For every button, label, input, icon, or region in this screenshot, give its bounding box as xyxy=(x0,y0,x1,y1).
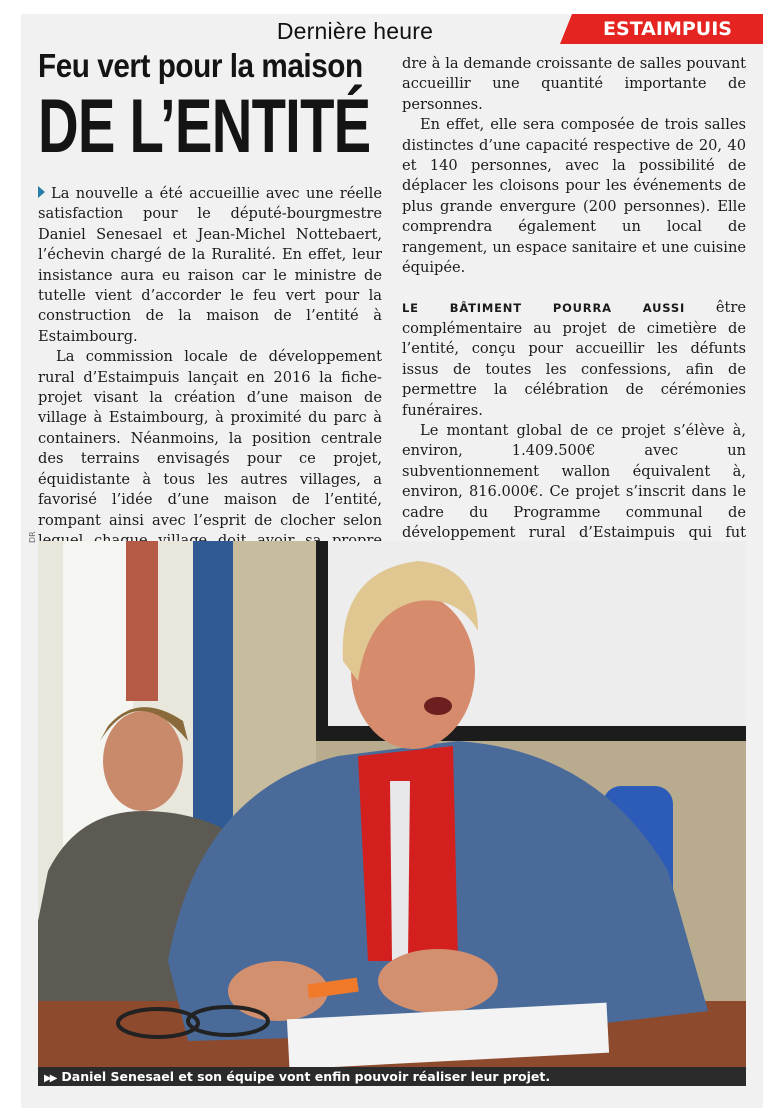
paragraph-text: La nouvelle a été accueillie avec une réelle satisfaction pour le député-bourgmestre Daniel Senesael et Jean-Michel Nottebaert, l’échevin chargé de la Ruralité. En effet, leur insistance aura eu raison car le ministre de tutelle vient d’accorder le feu vert pour la construction de la maison de l’entité à Estaimbourg. xyxy=(38,185,382,345)
paragraph: En effet, elle sera composée de trois salles distinctes d’une capacité respective de 20, 40 et 140 personnes, avec la possibilité de déplacer les cloisons pour les événements de plus grande envergure (200 personnes). Elle comprendra également un local de rangement, un espace sanitaire et une cuisine équipée. xyxy=(402,116,746,277)
paragraph-text: être complémentaire au projet de cimetière de l’entité, conçu pour accueillir les défunts issus de toutes les confessions, afin de permettre la célébration de cérémonies funéraires. xyxy=(402,299,746,419)
paragraph xyxy=(38,184,382,347)
headline-line-2: DE L’ENTITÉ xyxy=(38,84,371,169)
headline-line-1: Feu vert pour la maison xyxy=(38,47,363,84)
lead-in-caps: LE BÂTIMENT POURRA AUSSI xyxy=(402,301,686,316)
photo-illustration xyxy=(38,541,746,1086)
section-tag: ESTAIMPUIS xyxy=(572,14,763,44)
paragraph: La commission locale de développement rural d’Estaimpuis lançait en 2016 la fiche-projet visant la création d’une maison de village à Estaimbourg, à proximité du parc à containers. Néanmoins, la position centrale des terrains envisagés pour ce projet, équidistante à tous les autres villages, a favorisé l’idée d’une maison de l’entité, rompant ainsi avec l’esprit de clocher selon xyxy=(38,348,382,529)
caption-text: Daniel Senesael et son équipe vont enfin pouvoir réaliser leur projet. xyxy=(61,1069,551,1084)
fast-forward-icon: ▶▶ xyxy=(44,1073,56,1084)
article-column-right xyxy=(402,54,746,625)
paragraph xyxy=(402,298,746,420)
photo-caption xyxy=(38,1067,746,1086)
arrow-right-icon xyxy=(38,186,45,198)
paragraph-gap xyxy=(402,278,746,298)
paragraph: Le montant global de ce projet s’élève à, environ, 1.409.500€ avec un subventionnement wallon équivalent à, environ, 816.000€. Ce projet s’inscrit dans le cadre du Programme communal de développement rural d’Estaimpuis qui fut xyxy=(402,421,746,541)
photo-credit: DR xyxy=(28,531,37,543)
kicker: Dernière heure xyxy=(276,18,434,44)
article-photo xyxy=(38,541,746,1086)
paragraph: dre à la demande croissante de salles pouvant accueillir une quantité importante de personnes. xyxy=(402,55,746,113)
